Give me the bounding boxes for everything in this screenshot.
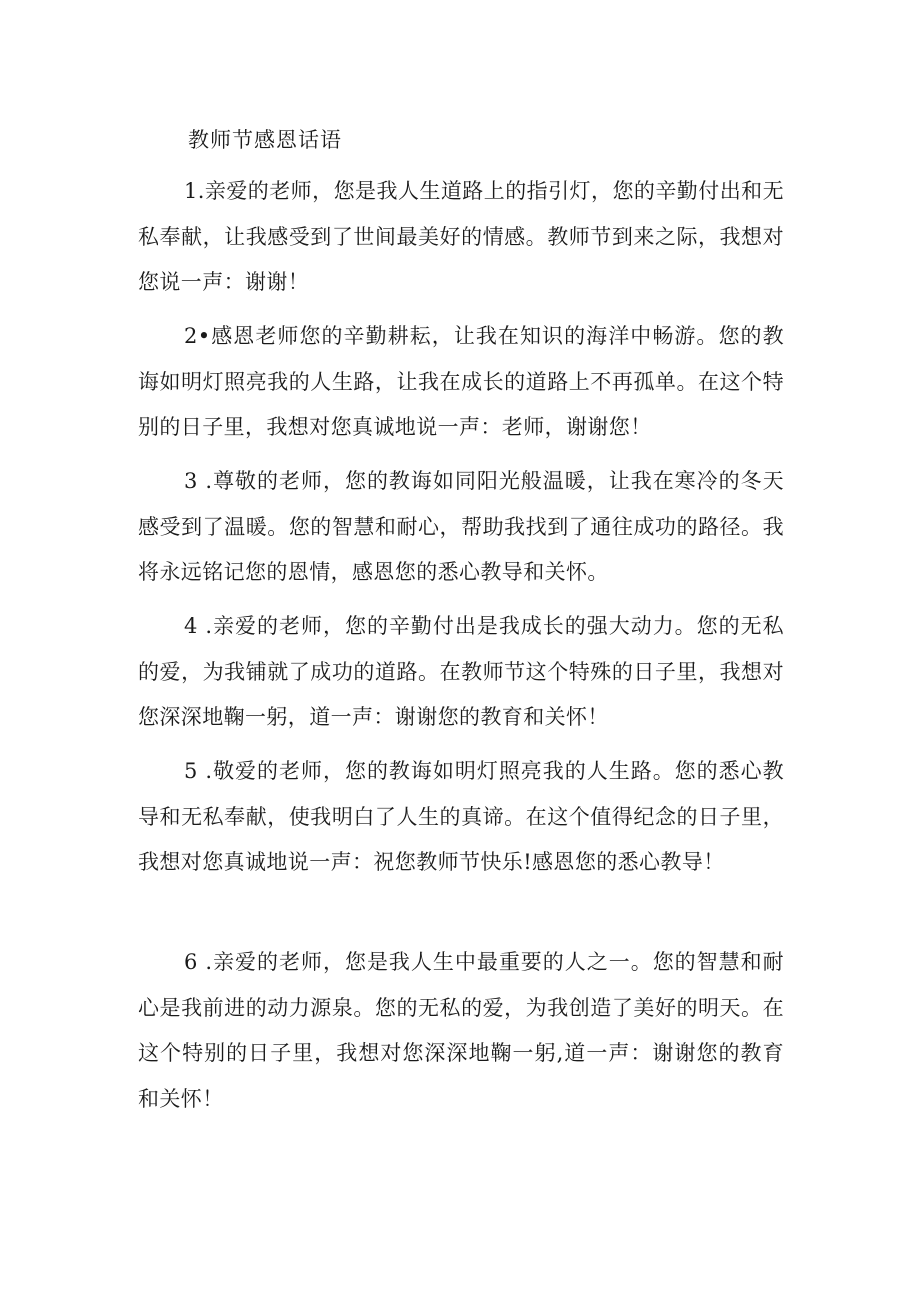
paragraph-1: 1.亲爱的老师，您是我人生道路上的指引灯，您的辛勤付出和无私奉献，让我感受到了世间最美好的情感。教师节到来之际，我想对您说一声：谢谢！ [138, 179, 784, 294]
paragraph-5: 5 .敬爱的老师，您的教诲如明灯照亮我的人生路。您的悉心教导和无私奉献，使我明白了人生的真谛。在这个值得纪念的日子里，我想对您真诚地说一声：祝您教师节快乐!感恩您的悉心教导！ [138, 759, 784, 874]
paragraph-2: 2•感恩老师您的辛勤耕耘，让我在知识的海洋中畅游。您的教诲如明灯照亮我的人生路，让我在成长的道路上不再孤单。在这个特别的日子里，我想对您真诚地说一声：老师，谢谢您！ [138, 324, 784, 439]
paragraph-6: 6 .亲爱的老师，您是我人生中最重要的人之一。您的智慧和耐心是我前进的动力源泉。您的无私的爱，为我创造了美好的明天。在这个特别的日子里，我想对您深深地鞠一躬,道一声：谢谢您的教育和关怀！ [138, 950, 784, 1111]
document-title: 教师节感恩话语 [188, 128, 342, 152]
paragraph-4: 4 .亲爱的老师，您的辛勤付出是我成长的强大动力。您的无私的爱，为我铺就了成功的道路。在教师节这个特殊的日子里，我想对您深深地鞠一躬，道一声：谢谢您的教育和关怀！ [138, 614, 784, 729]
paragraph-3: 3 .尊敬的老师，您的教诲如同阳光般温暖，让我在寒冷的冬天感受到了温暖。您的智慧和耐心，帮助我找到了通往成功的路径。我将永远铭记您的恩情，感恩您的悉心教导和关怀。 [138, 469, 784, 584]
